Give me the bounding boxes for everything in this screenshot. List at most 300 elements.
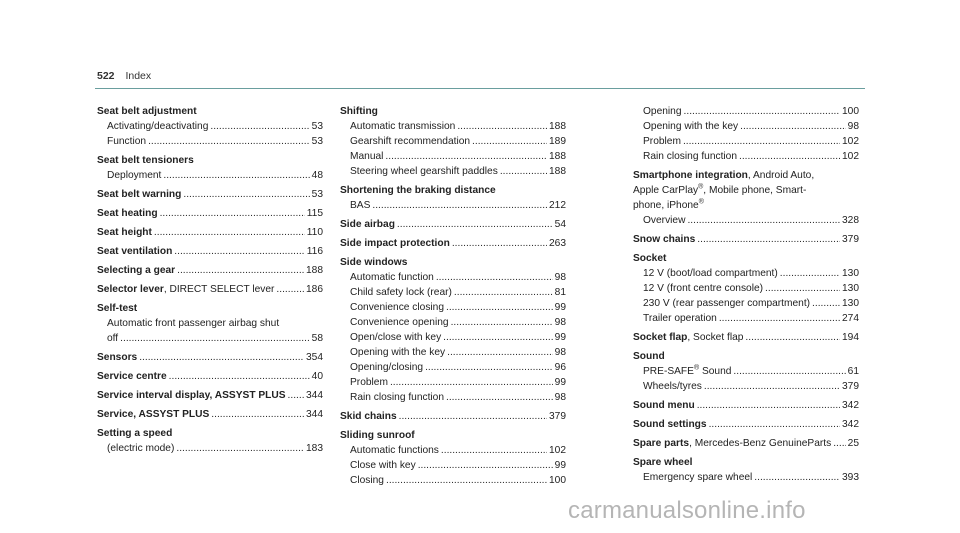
index-heading[interactable] <box>97 244 323 259</box>
index-subentry[interactable] <box>633 213 859 228</box>
page-ref[interactable]: 379 <box>842 234 859 245</box>
subentry-text: Deployment <box>107 170 162 181</box>
subentry-text: Convenience closing <box>350 302 445 313</box>
index-heading-text <box>97 301 137 316</box>
index-heading-label: Sound menu <box>633 400 695 411</box>
page-ref[interactable]: 110 <box>306 227 323 238</box>
index-entry <box>97 384 323 403</box>
index-entry <box>633 394 859 413</box>
subentry-text: Function <box>107 136 147 147</box>
continuation-text: , Mobile phone, Smart- <box>703 185 807 196</box>
index-heading[interactable] <box>97 407 323 422</box>
continuation-text: phone, iPhone <box>633 200 699 211</box>
index-subentry[interactable] <box>340 315 566 330</box>
index-heading-continuation <box>633 183 859 198</box>
index-heading-text <box>340 428 415 443</box>
index-heading-label: Sound <box>633 351 665 362</box>
index-entry <box>97 202 323 221</box>
index-heading[interactable] <box>97 104 323 119</box>
index-subentry[interactable] <box>633 149 859 164</box>
page-ref[interactable]: 53 <box>311 121 323 132</box>
index-subentry[interactable] <box>340 360 566 375</box>
index-heading-text <box>633 251 666 266</box>
page-ref[interactable]: 81 <box>554 287 566 298</box>
index-heading-label: Sensors <box>97 352 138 363</box>
leader-dots <box>709 417 840 432</box>
index-heading-text <box>633 232 695 247</box>
index-subentry[interactable] <box>633 266 859 281</box>
subentry-label <box>350 375 388 390</box>
subentry-text: Opening <box>643 106 682 117</box>
page-ref[interactable]: 99 <box>554 460 566 471</box>
index-heading-label: Shifting <box>340 106 378 117</box>
subentry-label <box>350 443 439 458</box>
subentry-label <box>643 149 737 164</box>
index-heading-text <box>97 350 137 365</box>
leader-dots <box>697 398 840 413</box>
index-heading[interactable] <box>97 282 323 297</box>
page-ref[interactable]: 100 <box>842 106 859 117</box>
leader-dots <box>169 369 310 384</box>
page-ref[interactable]: 40 <box>311 371 323 382</box>
index-heading-text <box>97 206 158 221</box>
leader-dots <box>745 330 840 345</box>
subentry-label <box>350 315 449 330</box>
page-ref[interactable]: 48 <box>311 170 323 181</box>
index-heading-extra: , Mercedes-Benz GenuineParts <box>689 438 832 449</box>
index-entry <box>340 405 566 424</box>
index-subentry[interactable] <box>633 364 859 379</box>
subentry-label <box>107 168 161 183</box>
page-ref[interactable]: 96 <box>554 362 566 373</box>
subentry-label <box>350 270 434 285</box>
index-subentry[interactable] <box>633 281 859 296</box>
index-entry <box>633 164 859 228</box>
index-heading-text <box>340 255 407 270</box>
subentry-text: Activating/deactivating <box>107 121 209 132</box>
subentry-text: Steering wheel gearshift paddles <box>350 166 498 177</box>
subentry-text: Wheels/tyres <box>643 381 702 392</box>
leader-dots <box>733 364 845 379</box>
index-subentry[interactable] <box>340 443 566 458</box>
index-heading-label: Service interval display, ASSYST PLUS <box>97 390 286 401</box>
leader-dots <box>812 296 840 311</box>
subentry-label <box>643 266 778 281</box>
subentry-label <box>350 390 444 405</box>
subentry-label <box>643 281 763 296</box>
index-heading-label: Service centre <box>97 371 167 382</box>
subentry-text: Gearshift recommendation <box>350 136 471 147</box>
leader-dots <box>183 187 309 202</box>
index-heading[interactable] <box>97 153 323 168</box>
index-entry <box>97 365 323 384</box>
watermark: carmanualsonline.info <box>568 497 806 524</box>
subentry-text: Opening with the key <box>350 347 446 358</box>
index-heading-text <box>97 263 175 278</box>
page-ref[interactable]: 344 <box>306 390 323 401</box>
index-entry <box>97 422 323 456</box>
index-subentry[interactable] <box>340 134 566 149</box>
page-ref[interactable]: 186 <box>306 284 323 295</box>
subentry-label <box>350 285 452 300</box>
continuation-text: Apple CarPlay <box>633 185 699 196</box>
index-heading-label: Seat heating <box>97 208 158 219</box>
index-heading[interactable] <box>340 236 566 251</box>
page-ref[interactable]: 25 <box>847 438 859 449</box>
page-ref[interactable]: 130 <box>842 268 859 279</box>
leader-dots <box>472 134 547 149</box>
index-heading[interactable] <box>340 409 566 424</box>
subentry-text: (electric mode) <box>107 443 175 454</box>
subentry-text: Problem <box>643 136 681 147</box>
page-ref[interactable]: 188 <box>549 121 566 132</box>
index-heading-label: Seat belt tensioners <box>97 155 194 166</box>
index-subentry[interactable] <box>340 270 566 285</box>
page-ref[interactable]: 130 <box>842 283 859 294</box>
index-heading-label: Socket <box>633 253 667 264</box>
subentry-text: Trailer operation <box>643 313 717 324</box>
leader-dots <box>754 470 840 485</box>
page-ref[interactable]: 393 <box>842 472 859 483</box>
leader-dots <box>120 331 310 346</box>
subentry-label <box>350 473 384 488</box>
page-number: 522 <box>97 70 115 82</box>
leader-dots <box>276 282 304 297</box>
subentry-text: Opening/closing <box>350 362 424 373</box>
index-heading[interactable] <box>633 330 859 345</box>
page-ref[interactable]: 61 <box>847 366 859 377</box>
subentry-label <box>350 345 445 360</box>
index-heading-label: Spare wheel <box>633 457 693 468</box>
index-heading[interactable] <box>97 426 323 441</box>
index-heading-text <box>97 187 181 202</box>
page-ref[interactable]: 194 <box>842 332 859 343</box>
leader-dots <box>446 390 553 405</box>
index-heading-text <box>340 183 496 198</box>
subentry-label <box>643 470 752 485</box>
index-subentry[interactable] <box>340 198 566 213</box>
index-heading-text <box>340 236 450 251</box>
subentry-label <box>107 134 146 149</box>
page-ref[interactable]: 379 <box>549 411 566 422</box>
page-ref[interactable]: 100 <box>549 475 566 486</box>
subentry-text: BAS <box>350 200 371 211</box>
index-entry <box>633 326 859 345</box>
index-heading-text <box>97 104 197 119</box>
subentry-text: PRE-SAFE <box>643 366 694 377</box>
index-heading-text <box>340 409 397 424</box>
leader-dots <box>443 330 552 345</box>
page-title: Index <box>125 70 152 82</box>
index-subentry[interactable] <box>340 458 566 473</box>
index-heading[interactable] <box>633 398 859 413</box>
index-heading-text <box>97 244 172 259</box>
index-subentry[interactable] <box>340 149 566 164</box>
index-subentry[interactable] <box>340 330 566 345</box>
index-subentry[interactable] <box>97 441 323 456</box>
subentry-label <box>643 311 717 326</box>
index-heading-label: Snow chains <box>633 234 696 245</box>
leader-dots <box>704 379 840 394</box>
index-entry <box>97 221 323 240</box>
index-heading-label: Smartphone integration <box>633 170 748 181</box>
leader-dots <box>684 104 840 119</box>
subentry-label <box>107 119 208 134</box>
subentry-text: Convenience opening <box>350 317 449 328</box>
subentry-text: off <box>107 333 119 344</box>
subentry-label <box>350 119 455 134</box>
subentry-label <box>643 104 682 119</box>
index-subentry[interactable] <box>633 104 859 119</box>
leader-dots <box>210 119 309 134</box>
page-ref[interactable]: 115 <box>306 208 323 219</box>
leader-dots <box>174 244 304 259</box>
leader-dots <box>683 134 840 149</box>
page-ref[interactable]: 116 <box>306 246 323 257</box>
page-ref[interactable]: 98 <box>554 317 566 328</box>
leader-dots <box>454 285 553 300</box>
index-entry <box>633 345 859 394</box>
index-heading-label: Side airbag <box>340 219 395 230</box>
index-subentry-text: Automatic front passenger airbag shut <box>107 318 280 329</box>
subentry-text: Automatic transmission <box>350 121 456 132</box>
registered-mark: ® <box>693 364 700 372</box>
page-ref[interactable]: 98 <box>554 347 566 358</box>
index-heading[interactable] <box>97 301 323 316</box>
page-ref[interactable]: 183 <box>306 443 323 454</box>
page-ref[interactable]: 99 <box>554 302 566 313</box>
index-subentry[interactable] <box>340 345 566 360</box>
leader-dots <box>288 388 304 403</box>
page-ref[interactable]: 328 <box>842 215 859 226</box>
leader-dots <box>160 206 305 221</box>
subentry-label <box>350 134 470 149</box>
page-ref[interactable]: 98 <box>554 392 566 403</box>
subentry-text: Closing <box>350 475 384 486</box>
subentry-label <box>350 164 498 179</box>
leader-dots <box>457 119 547 134</box>
index-entry <box>633 104 859 164</box>
index-heading[interactable] <box>340 217 566 232</box>
leader-dots <box>740 119 846 134</box>
leader-dots <box>719 311 840 326</box>
index-subentry[interactable] <box>340 164 566 179</box>
index-heading-text <box>633 436 831 451</box>
leader-dots <box>386 473 547 488</box>
index-subentry[interactable] <box>633 134 859 149</box>
leader-dots <box>372 198 547 213</box>
index-heading-label: Selector lever <box>97 284 164 295</box>
index-column-3 <box>633 104 859 485</box>
index-subentry[interactable] <box>340 300 566 315</box>
index-heading-label: Setting a speed <box>97 428 173 439</box>
page-ref[interactable]: 263 <box>549 238 566 249</box>
page-ref[interactable]: 98 <box>847 121 859 132</box>
index-heading-label: Selecting a gear <box>97 265 176 276</box>
index-subentry[interactable] <box>340 119 566 134</box>
index-heading-extra: , Socket flap <box>687 332 744 343</box>
index-heading-label: Spare parts <box>633 438 690 449</box>
leader-dots <box>418 458 553 473</box>
index-subentry[interactable] <box>97 168 323 183</box>
index-heading[interactable] <box>97 263 323 278</box>
leader-dots <box>163 168 309 183</box>
subentry-label <box>643 134 681 149</box>
index-entry <box>340 251 566 405</box>
page-ref[interactable]: 188 <box>549 151 566 162</box>
page-ref[interactable]: 102 <box>549 445 566 456</box>
page-ref[interactable]: 102 <box>842 136 859 147</box>
page-ref[interactable]: 379 <box>842 381 859 392</box>
index-entry <box>97 149 323 183</box>
leader-dots <box>154 225 305 240</box>
page-ref[interactable]: 354 <box>306 352 323 363</box>
page-ref[interactable]: 53 <box>311 136 323 147</box>
index-heading-label: Shortening the braking distance <box>340 185 496 196</box>
index-heading-text <box>97 426 172 441</box>
index-heading[interactable] <box>340 428 566 443</box>
page-ref[interactable]: 274 <box>842 313 859 324</box>
index-subentry[interactable] <box>340 285 566 300</box>
page-ref[interactable]: 212 <box>549 200 566 211</box>
index-heading-label: Sliding sunroof <box>340 430 415 441</box>
index-heading-text <box>97 388 286 403</box>
page-ref[interactable]: 54 <box>554 219 566 230</box>
index-heading[interactable] <box>633 168 859 183</box>
index-heading-label: Side impact protection <box>340 238 450 249</box>
page-ref[interactable]: 99 <box>554 377 566 388</box>
leader-dots <box>148 134 310 149</box>
index-entry <box>633 247 859 326</box>
index-heading-extra: , Android Auto, <box>747 170 815 181</box>
page-ref[interactable]: 58 <box>311 333 323 344</box>
index-subentry[interactable] <box>633 296 859 311</box>
subentry-label <box>350 458 416 473</box>
index-heading-text <box>633 168 814 183</box>
subentry-text: Close with key <box>350 460 416 471</box>
index-heading[interactable] <box>633 349 859 364</box>
subentry-label <box>643 119 738 134</box>
index-subentry[interactable] <box>633 311 859 326</box>
index-heading[interactable] <box>97 187 323 202</box>
page-ref[interactable]: 188 <box>306 265 323 276</box>
index-heading-label: Service, ASSYST PLUS <box>97 409 210 420</box>
leader-dots <box>397 217 553 232</box>
leader-dots <box>211 407 304 422</box>
index-column-1 <box>97 104 323 456</box>
subentry-text: 12 V (front centre console) <box>643 283 764 294</box>
registered-mark: ® <box>698 198 704 206</box>
page-ref[interactable]: 189 <box>549 136 566 147</box>
index-subentry[interactable] <box>633 470 859 485</box>
index-entry <box>97 403 323 422</box>
index-heading-label: Socket flap <box>633 332 688 343</box>
leader-dots <box>177 263 304 278</box>
index-subentry[interactable] <box>97 331 323 346</box>
page-ref[interactable]: 344 <box>306 409 323 420</box>
index-subentry[interactable] <box>97 119 323 134</box>
index-heading-text <box>633 455 692 470</box>
index-heading-text <box>633 417 707 432</box>
index-subentry[interactable] <box>97 134 323 149</box>
index-heading[interactable] <box>633 436 859 451</box>
subentry-label <box>643 296 810 311</box>
index-heading[interactable] <box>633 455 859 470</box>
subentry-text: 230 V (rear passenger compartment) <box>643 298 811 309</box>
index-heading-label: Self-test <box>97 303 138 314</box>
index-heading-text <box>633 349 665 364</box>
page-ref[interactable]: 342 <box>842 419 859 430</box>
index-heading[interactable] <box>633 251 859 266</box>
leader-dots <box>446 300 553 315</box>
subentry-label <box>643 379 702 394</box>
page-ref[interactable]: 130 <box>842 298 859 309</box>
subentry-text: Problem <box>350 377 388 388</box>
index-heading-text <box>97 407 209 422</box>
index-heading[interactable] <box>633 417 859 432</box>
page-ref[interactable]: 99 <box>554 332 566 343</box>
leader-dots <box>436 270 553 285</box>
index-heading[interactable] <box>97 388 323 403</box>
index-entry <box>340 179 566 213</box>
index-entry <box>97 278 323 297</box>
page-ref[interactable]: 102 <box>842 151 859 162</box>
index-heading-text <box>633 330 743 345</box>
subentry-text: 12 V (boot/load compartment) <box>643 268 778 279</box>
index-subentry[interactable] <box>340 473 566 488</box>
index-heading[interactable] <box>340 183 566 198</box>
page-ref[interactable]: 53 <box>311 189 323 200</box>
index-entry <box>633 228 859 247</box>
index-heading-label: Side windows <box>340 257 408 268</box>
index-heading-label: Seat belt adjustment <box>97 106 197 117</box>
index-heading[interactable] <box>97 369 323 384</box>
index-subentry[interactable] <box>633 119 859 134</box>
leader-dots <box>425 360 553 375</box>
subentry-text: Open/close with key <box>350 332 442 343</box>
index-heading[interactable] <box>97 350 323 365</box>
index-subentry[interactable] <box>340 375 566 390</box>
subentry-text: Emergency spare wheel <box>643 472 753 483</box>
index-heading-extra: , DIRECT SELECT lever <box>163 284 275 295</box>
index-heading[interactable] <box>97 225 323 240</box>
leader-dots <box>139 350 304 365</box>
page-ref[interactable]: 342 <box>842 400 859 411</box>
index-heading-text <box>97 153 194 168</box>
index-heading-text <box>633 398 695 413</box>
index-heading[interactable] <box>340 255 566 270</box>
index-entry <box>97 297 323 346</box>
index-subentry[interactable] <box>633 379 859 394</box>
index-heading-label: Sound settings <box>633 419 707 430</box>
index-entry <box>97 104 323 149</box>
index-subentry[interactable] <box>340 390 566 405</box>
page-ref[interactable]: 188 <box>549 166 566 177</box>
index-heading-label: Seat height <box>97 227 152 238</box>
subentry-label <box>350 360 423 375</box>
leader-dots <box>447 345 553 360</box>
registered-mark: ® <box>698 183 704 191</box>
index-heading[interactable] <box>340 104 566 119</box>
index-entry <box>340 424 566 488</box>
subentry-text: Opening with the key <box>643 121 739 132</box>
page-ref[interactable]: 98 <box>554 272 566 283</box>
index-heading[interactable] <box>633 232 859 247</box>
index-heading[interactable] <box>97 206 323 221</box>
subentry-label <box>350 300 444 315</box>
leader-dots <box>390 375 553 390</box>
index-heading-continuation <box>633 198 859 213</box>
